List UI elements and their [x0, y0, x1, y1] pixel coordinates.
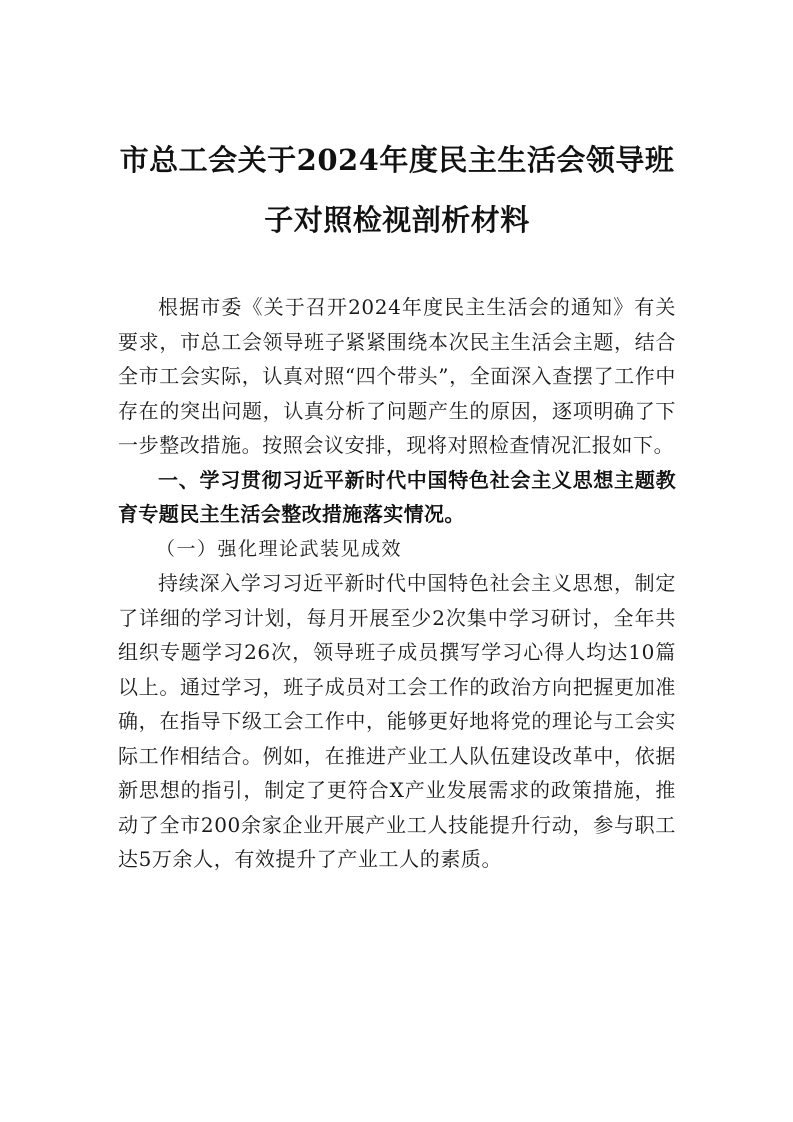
document-body [118, 290, 676, 877]
subsection-1-paragraph: 持续深入学习习近平新时代中国特色社会主义思想，制定了详细的学习计划，每月开展至少2次集中学习研讨，全年共组织专题学习26次，领导班子成员撰写学习心得人均达10篇以上。通过学习，班子成员对工会工作的政治方向把握更加准确，在指导下级工会工作中，能够更好地将党的理论与工会实际工作相结合。例如，在推进产业工人队伍建设改革中，依据新思想的指引，制定了更符合X产业发展需求的政策措施，推动了全市200余家企业开展产业工人技能提升行动，参与职工达5万余人，有效提升了产业工人的素质。 [118, 571, 676, 871]
subsection-1-heading: （一）强化理论武装见成效 [156, 537, 403, 560]
section-1-heading: 一、学习贯彻习近平新时代中国特色社会主义思想主题教育专题民主生活会整改措施落实情况。 [118, 467, 676, 526]
intro-paragraph: 根据市委《关于召开2024年度民主生活会的通知》有关要求，市总工会领导班子紧紧围绕本次民主生活会主题，结合全市工会实际，认真对照“四个带头”，全面深入查摆了工作中存在的突出问题，认真分析了问题产生的原因，逐项明确了下一步整改措施。按照会议安排，现将对照检查情况汇报如下。 [118, 295, 676, 457]
document-title-line-2: 子对照检视剖析材料 [264, 203, 530, 237]
document-title-line-1: 市总工会关于2024年度民主生活会领导班 [119, 143, 675, 177]
